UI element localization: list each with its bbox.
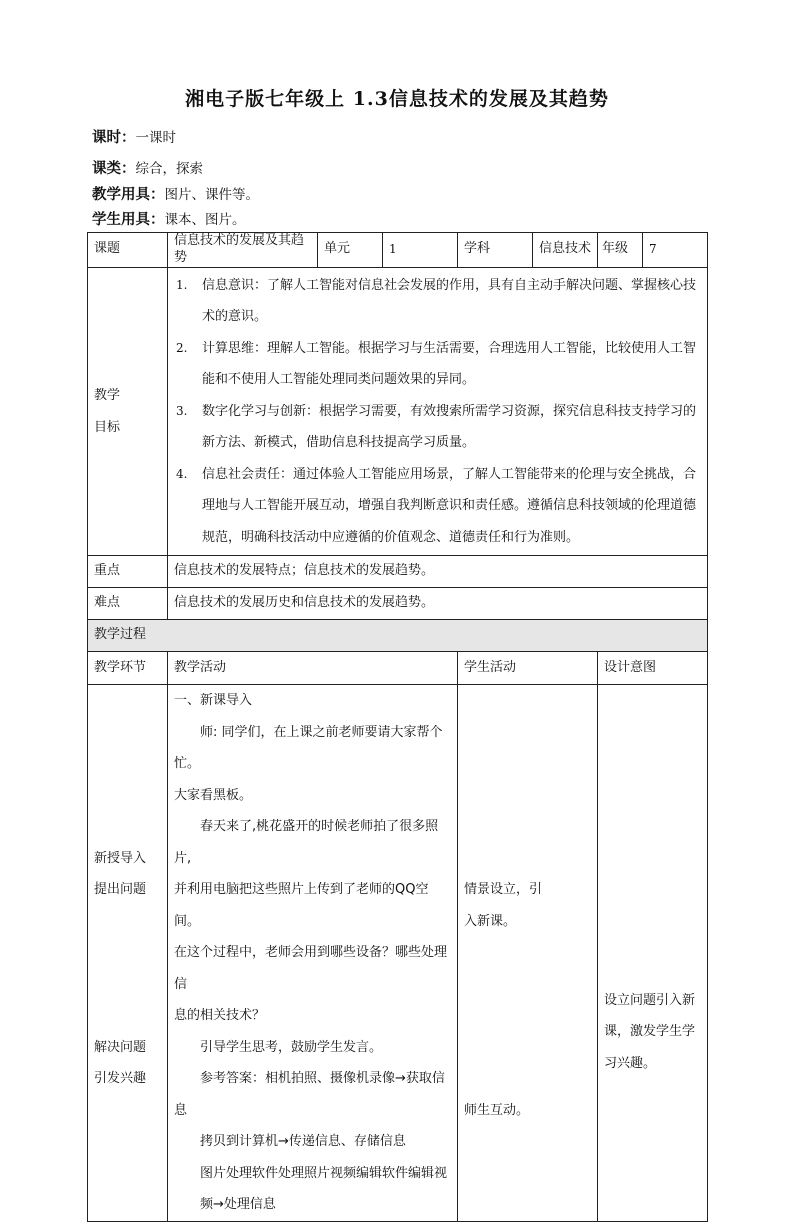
teaching-tools-value: 图片、课件等。: [164, 187, 259, 203]
goal-number: 1.: [176, 277, 188, 292]
process-body-row: [88, 685, 708, 1222]
stage-cell: [88, 685, 168, 1222]
stage-line: 解决问题: [94, 1039, 147, 1055]
teaching-tools-label: 教学用具：: [92, 187, 165, 203]
goals-row: [88, 267, 708, 556]
goal-line: 信息社会责任：通过体验人工智能应用场景，了解人工智能带来的伦理与安全挑战，合: [202, 466, 697, 482]
design-line: 习兴趣。: [604, 1055, 657, 1071]
goal-item: [176, 459, 699, 554]
header-design: 设计意图: [598, 652, 708, 685]
topic-label: 课题: [88, 233, 168, 268]
activity-line: 一、新课导入: [174, 693, 253, 709]
key-point-label: 重点: [88, 556, 168, 588]
info-row: [88, 233, 708, 268]
process-section-title: 教学过程: [88, 620, 708, 652]
process-header-row: [88, 652, 708, 685]
goal-line: 术的意识。: [202, 309, 268, 325]
design-line: 课，激发学生学: [604, 1024, 696, 1040]
goal-line: 能和不使用人工智能处理同类问题效果的异同。: [202, 372, 476, 388]
student-tools: [92, 208, 246, 229]
difficult-point-row: [88, 588, 708, 620]
activity-line: 引导学生思考，鼓励学生发言。: [200, 1039, 383, 1055]
goals-label-line2: 目标: [94, 419, 121, 435]
student-tools-label: 学生用具：: [92, 212, 165, 228]
lesson-time-label: 课时：: [92, 130, 136, 146]
student-line: 师生互动。: [464, 1102, 530, 1118]
difficult-point-value: 信息技术的发展历史和信息技术的发展趋势。: [168, 588, 708, 620]
design-line: 设立问题引入新: [604, 992, 696, 1008]
stage-line: 引发兴趣: [94, 1071, 147, 1087]
goals-label-line1: 教学: [94, 388, 121, 404]
grade-label: 年级: [598, 233, 643, 268]
header-stage: 教学环节: [88, 652, 168, 685]
goal-number: 2.: [176, 340, 188, 355]
goal-number: 4.: [176, 466, 188, 481]
stage-line: 提出问题: [94, 882, 147, 898]
activity-line: 拷贝到计算机→传递信息、存储信息: [200, 1134, 406, 1150]
goal-line: 数字化学习与创新：根据学习需要，有效搜索所需学习资源，探究信息科技支持学习的: [202, 403, 697, 419]
key-point-value: 信息技术的发展特点；信息技术的发展趋势。: [168, 556, 708, 588]
activity-line: 息的相关技术？: [174, 1008, 266, 1024]
stage-line: 新授导入: [94, 850, 147, 866]
goal-line: 规范，明确科技活动中应遵循的价值观念、道德责任和行为准则。: [202, 529, 580, 545]
key-point-row: [88, 556, 708, 588]
activity-cell: [168, 685, 458, 1222]
goal-line: 新方法、新模式，借助信息科技提高学习质量。: [202, 435, 476, 451]
activity-line: 图片处理软件处理照片视频编辑软件编辑视: [200, 1165, 448, 1181]
document-title: 湘电子版七年级上 1.3信息技术的发展及其趋势: [185, 88, 609, 110]
lesson-plan-table: [87, 232, 708, 1222]
activity-line: 大家看黑板。: [174, 787, 253, 803]
goal-line: 信息意识：了解人工智能对信息社会发展的作用，具有自主动手解决问题、掌握核心技: [202, 277, 697, 293]
goal-line: 理地与人工智能开展互动，增强自我判断意识和责任感。遵循信息科技领域的伦理道德: [202, 498, 697, 514]
subject-value: 信息技术: [533, 233, 598, 268]
activity-line: 参考答案：相机拍照、摄像机录像→获取信息: [174, 1071, 445, 1118]
goal-number: 3.: [176, 403, 188, 418]
goal-item: [176, 270, 699, 333]
goal-item: [176, 333, 699, 396]
subject-label: 学科: [458, 233, 533, 268]
unit-label: 单元: [318, 233, 383, 268]
lesson-type-label: 课类：: [92, 161, 136, 177]
student-line: 情景设立，引: [464, 882, 543, 898]
unit-value: 1: [383, 233, 458, 268]
difficult-point-label: 难点: [88, 588, 168, 620]
activity-line: 频→处理信息: [200, 1197, 276, 1213]
goals-label: [88, 267, 168, 556]
student-activity-cell: [458, 685, 598, 1222]
activity-line: 并利用电脑把这些照片上传到了老师的QQ空间。: [174, 882, 429, 929]
student-line: 入新课。: [464, 913, 517, 929]
header-student: 学生活动: [458, 652, 598, 685]
process-section-row: [88, 620, 708, 652]
topic-value: 信息技术的发展及其趋势: [168, 233, 318, 268]
goal-line: 计算思维：理解人工智能。根据学习与生活需要，合理选用人工智能，比较使用人工智: [202, 340, 697, 356]
teaching-tools: [92, 183, 259, 204]
activity-line: 春天来了,桃花盛开的时候老师拍了很多照片,: [174, 819, 439, 866]
activity-line: 师: 同学们，在上课之前老师要请大家帮个忙。: [174, 724, 443, 772]
header-activity: 教学活动: [168, 652, 458, 685]
activity-line: 在这个过程中，老师会用到哪些设备？哪些处理信: [174, 945, 448, 992]
grade-value: 7: [643, 233, 708, 268]
lesson-time: [92, 126, 176, 147]
goals-list: [168, 267, 708, 556]
lesson-type: [92, 157, 203, 178]
student-tools-value: 课本、图片。: [164, 212, 246, 228]
goal-item: [176, 396, 699, 459]
design-intent-cell: [598, 685, 708, 1222]
lesson-type-value: 综合，探索: [135, 161, 203, 177]
lesson-time-value: 一课时: [135, 130, 176, 146]
